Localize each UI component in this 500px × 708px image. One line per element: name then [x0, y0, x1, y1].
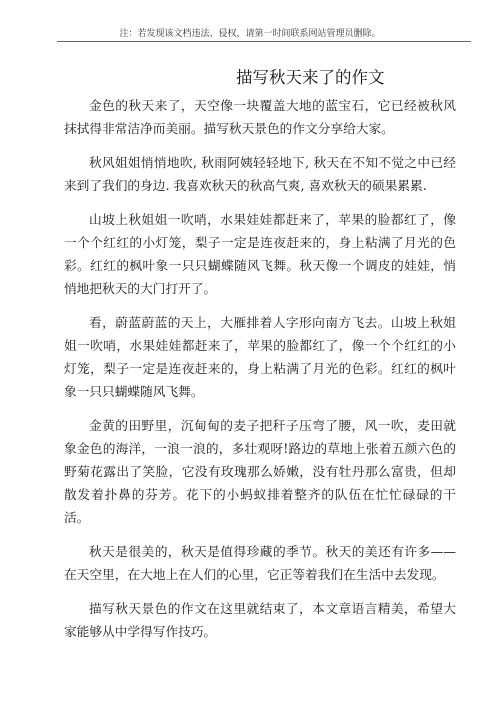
- paragraph-4: 看，蔚蓝蔚蓝的天上，大雁排着人字形向南方飞去。山坡上秋姐姐一吹哨，水果娃娃都赶来了，苹果的脸都红了，像一个个红红的小灯笼，梨子一定是连夜赶来的，身上粘满了月光的色彩。红红的枫叶象一只只蝴蝶随风飞舞。: [64, 315, 456, 399]
- paragraph-5: 金黄的田野里，沉甸甸的麦子把秆子压弯了腰，风一吹，麦田就象金色的海洋，一浪一浪的，多壮观呀!路边的草地上张着五颜六色的野菊花露出了笑脸，它没有玫瑰那么娇嫩，没有牡丹那么富贵，但却散发着扑鼻的芬芳。花下的小蚂蚁排着整齐的队伍在忙忙碌碌的干活。: [64, 418, 456, 525]
- paragraph-7: 描写秋天景色的作文在这里就结束了，本文章语言精美，希望大家能够从中学得写作技巧。: [64, 601, 456, 639]
- paragraph-6: 秋天是很美的，秋天是值得珍藏的季节。秋天的美还有许多——在天空里，在大地上在人们的心里，它正等着我们在生活中去发现。: [64, 544, 456, 582]
- paragraph-2: 秋风姐姐悄悄地吹, 秋雨阿姨轻轻地下, 秋天在不知不觉之中已经来到了我们的身边. 我喜欢秋天的秋高气爽, 喜欢秋天的硕果累累.: [64, 155, 456, 193]
- document-title: 描写秋天来了的作文: [236, 68, 385, 87]
- paragraph-3: 山坡上秋姐姐一吹哨，水果娃娃都赶来了，苹果的脸都红了，像一个个红红的小灯笼，梨子一定是连夜赶来的，身上粘满了月光的色彩。红红的枫叶象一只只蝴蝶随风飞舞。秋天像一个调皮的娃娃，悄悄地把秋天的大门打开了。: [64, 212, 456, 296]
- header-divider: [57, 41, 471, 42]
- document-body: [64, 94, 456, 654]
- copyright-notice: 注：若发现该文档违法、侵权，请第一时间联系网站管理员删除。: [119, 29, 381, 39]
- paragraph-1: 金色的秋天来了，天空像一块覆盖大地的蓝宝石，它已经被秋风抹拭得非常洁净而美丽。描写秋天景色的作文分享给大家。: [64, 98, 456, 136]
